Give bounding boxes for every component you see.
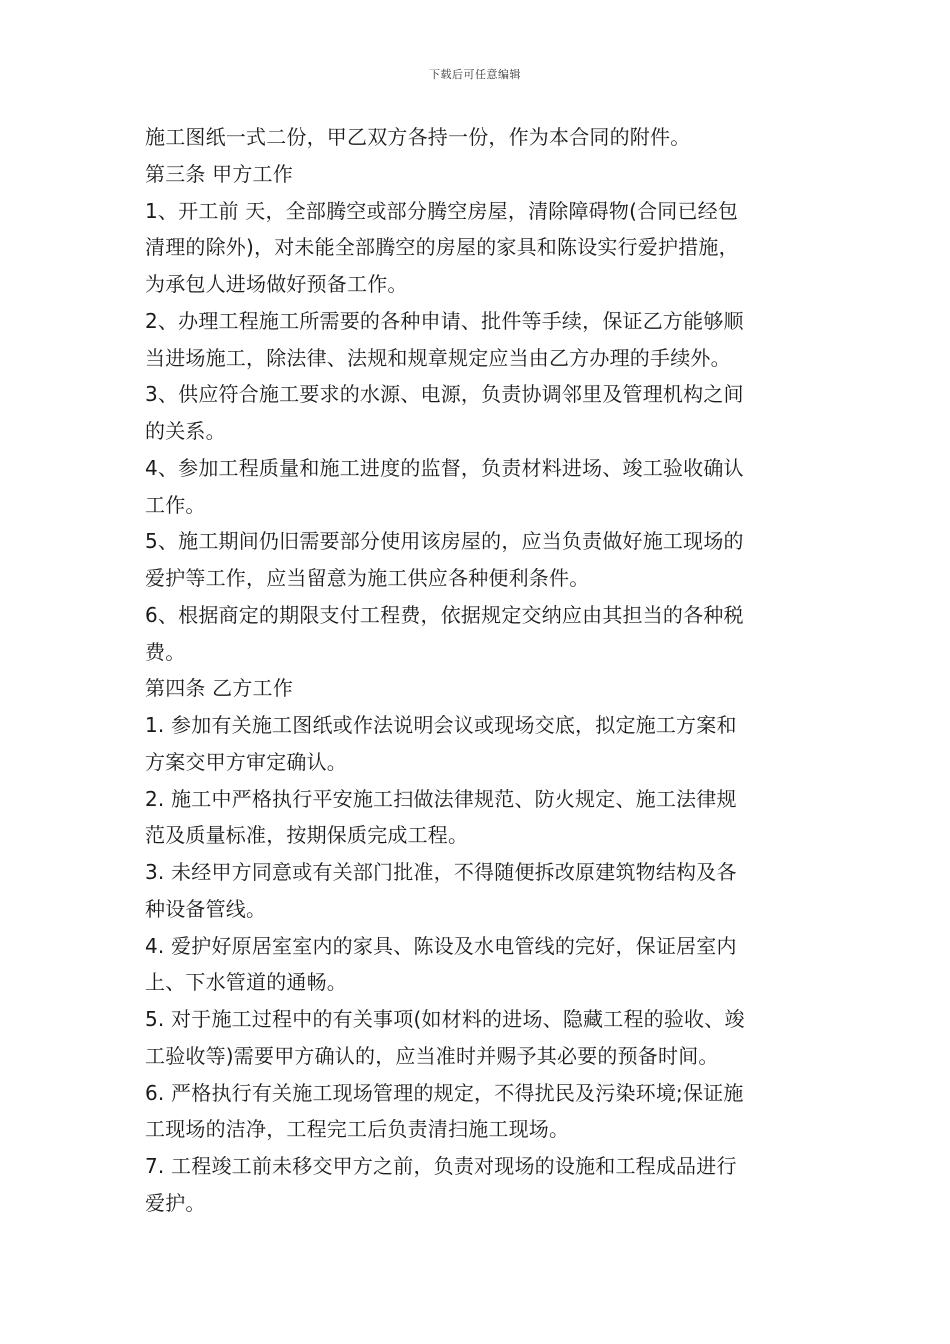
text-line: 上、下水管道的通畅。	[145, 970, 347, 995]
text-line: 4、参加工程质量和施工进度的监督，负责材料进场、竣工验收确认	[145, 455, 744, 480]
text-line: 种设备管线。	[145, 896, 267, 921]
page-header: 下载后可任意编辑	[429, 68, 521, 81]
text-line: 施工图纸一式二份，甲乙双方各持一份，作为本合同的附件。	[145, 125, 691, 149]
text-line: 2. 施工中严格执行平安施工扫做法律规范、防火规定、施工法律规	[145, 786, 737, 811]
text-line: 工验收等)需要甲方确认的，应当准时并赐予其必要的预备时间。	[145, 1043, 719, 1068]
text-line: 为承包人进场做好预备工作。	[145, 272, 408, 296]
text-line: 清理的除外)，对未能全部腾空的房屋的家具和陈设实行爱护措施，	[145, 235, 739, 260]
document-body	[145, 119, 810, 1222]
text-line: 1. 参加有关施工图纸或作法说明会议或现场交底，拟定施工方案和	[145, 713, 737, 737]
text-line: 爱护等工作，应当留意为施工供应各种便利条件。	[145, 566, 590, 590]
text-line: 1、开工前 天，全部腾空或部分腾空房屋，清除障碍物(合同已经包	[145, 198, 739, 223]
text-line: 当进场施工，除法律、法规和规章规定应当由乙方办理的手续外。	[145, 345, 731, 370]
text-line: 6. 严格执行有关施工现场管理的规定，不得扰民及污染环境;保证施	[145, 1080, 744, 1105]
text-line: 5、施工期间仍旧需要部分使用该房屋的，应当负责做好施工现场的	[145, 529, 744, 554]
text-line: 5. 对于施工过程中的有关事项(如材料的进场、隐藏工程的验收、竣	[145, 1007, 745, 1031]
text-line: 6、根据商定的期限支付工程费，依据规定交纳应由其担当的各种税	[145, 602, 744, 627]
text-line: 费。	[145, 639, 186, 664]
text-line: 范及质量标准，按期保质完成工程。	[145, 823, 469, 848]
text-line: 工现场的洁净，工程完工后负责清扫施工现场。	[145, 1117, 570, 1142]
text-line: 方案交甲方审定确认。	[145, 749, 347, 774]
text-line: 的关系。	[145, 419, 226, 443]
text-line: 2、办理工程施工所需要的各种申请、批件等手续，保证乙方能够顺	[145, 308, 744, 333]
text-line: 7. 工程竣工前未移交甲方之前，负责对现场的设施和工程成品进行	[145, 1154, 737, 1178]
text-line: 3、供应符合施工要求的水源、电源，负责协调邻里及管理机构之间	[145, 382, 744, 407]
section-heading: 第四条 乙方工作	[145, 676, 293, 701]
text-line: 3. 未经甲方同意或有关部门批准，不得随便拆改原建筑物结构及各	[145, 860, 737, 884]
text-line: 4. 爱护好原居室室内的家具、陈设及水电管线的完好，保证居室内	[145, 933, 737, 958]
text-line: 爱护。	[145, 1190, 206, 1215]
text-line: 工作。	[145, 492, 206, 517]
section-heading: 第三条 甲方工作	[145, 161, 293, 186]
